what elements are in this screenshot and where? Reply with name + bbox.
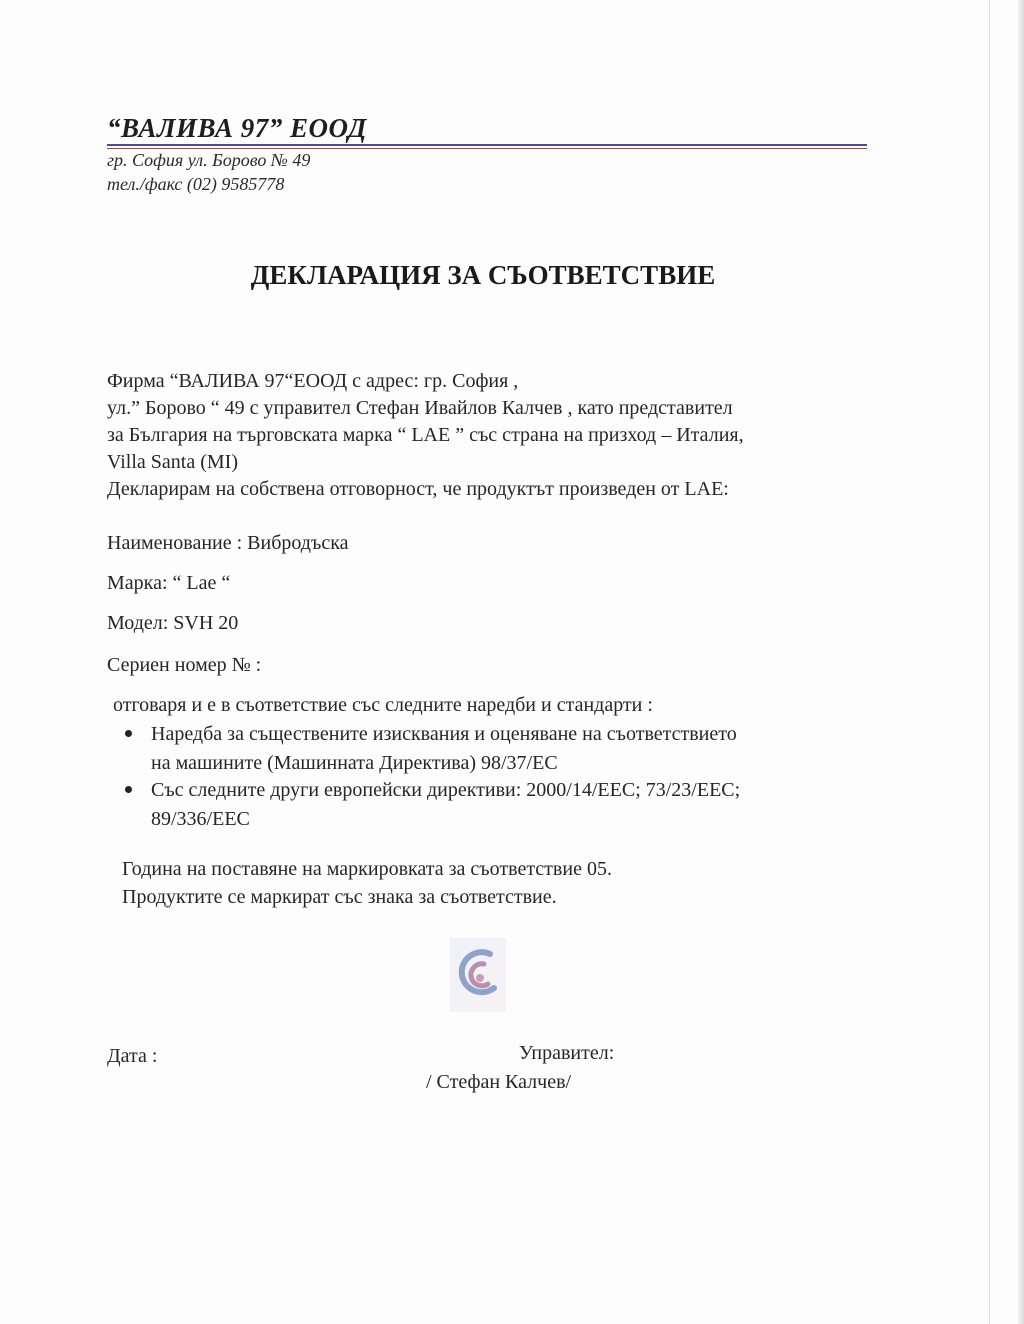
manager-name: / Стефан Калчев/ [426,1071,572,1093]
letterhead-rule-blue [107,144,867,146]
bullet-icon [125,786,132,793]
scan-edge [1018,0,1024,1324]
product-name: Наименование : Вибродъска [107,532,349,554]
bullet-icon [125,730,132,737]
letterhead-rule-red [107,148,867,149]
intro-line-3: за България на търговската марка “ LAE ” със страна на призход – Италия, [107,424,744,446]
scan-edge-line [989,0,990,1324]
product-brand: Марка: “ Lae “ [107,572,231,594]
intro-line-5: Декларирам на собствена отговорност, че продуктът произведен от LAE: [107,478,729,500]
marking-year: Година на поставяне на маркировката за съответствие 05. [122,858,612,880]
company-address: гр. София ул. Борово № 49 [107,150,311,170]
document-title: ДЕКЛАРАЦИЯ ЗА СЪОТВЕТСТВИЕ [250,260,716,290]
directive-text: Наредба за съществените изисквания и оценяване на съответствието на машините (Машинната Директива) 98/37/EC [151,723,737,774]
company-phone: тел./факс (02) 9585778 [107,174,285,194]
company-name: “ВАЛИВА 97” ЕООД [107,113,367,143]
intro-line-4: Villa Santa (MI) [107,451,238,473]
compliance-lead: отговаря и е в съответствие със следните наредби и стандарти : [113,694,653,716]
intro-line-1: Фирма “ВАЛИВА 97“ЕООД с адрес: гр. София , [107,370,519,392]
marking-note: Продуктите се маркират със знака за съответствие. [122,886,557,908]
product-model: Модел: SVH 20 [107,612,239,634]
conformity-mark-icon [450,938,506,1012]
product-serial: Сериен номер № : [107,654,262,676]
directive-text: Със следните други европейски директиви: 2000/14/ЕЕС; 73/23/ЕЕС; 89/336/ЕЕС [151,779,741,830]
manager-label: Управител: [519,1042,615,1064]
intro-line-2: ул.” Борово “ 49 с управител Стефан Ивайлов Калчев , като представител [107,397,733,419]
date-label: Дата : [107,1045,158,1067]
